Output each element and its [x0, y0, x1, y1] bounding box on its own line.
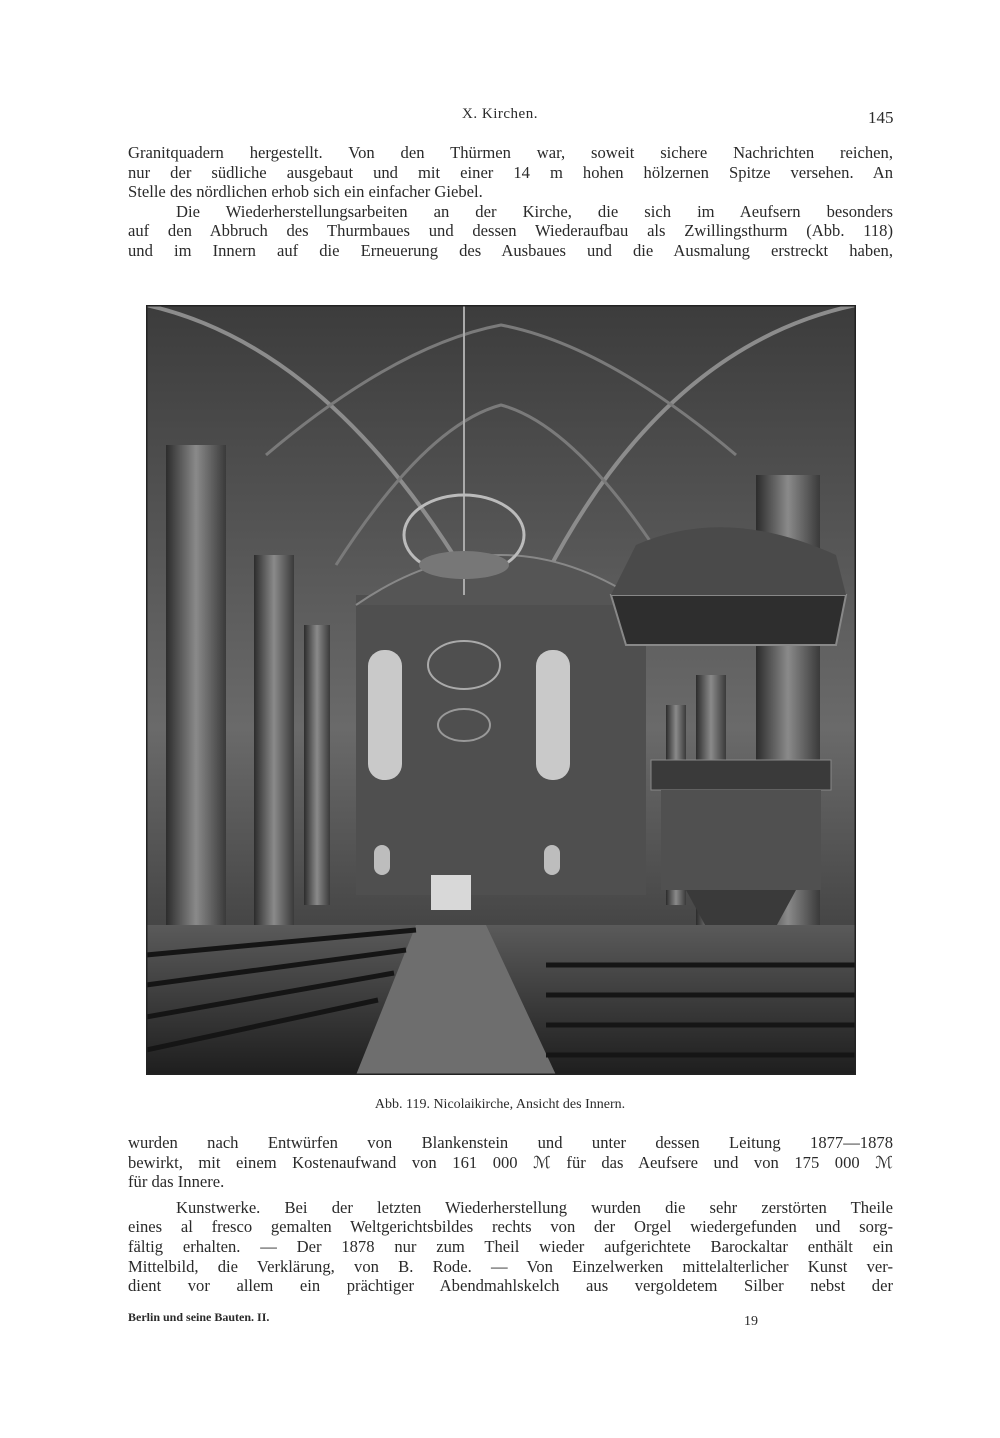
text-line: Stelle des nördlichen erhob sich ein einfacher Giebel. [128, 182, 483, 202]
page-number: 145 [868, 108, 894, 127]
footer-publication: Berlin und seine Bauten. II. [128, 1310, 270, 1324]
top-text-block [128, 143, 893, 261]
paragraph-granitquadern [128, 143, 893, 202]
text-line: Die Wiederherstellungsarbeiten an der Kirche, die sich im Aeufsern besonders [176, 201, 893, 221]
paragraph-kunstwerke [128, 1198, 893, 1296]
bottom-text-block [128, 1133, 893, 1296]
figure-caption: Abb. 119. Nicolaikirche, Ansicht des Innern. [374, 1097, 626, 1112]
text-line: nur der südliche ausgebaut und mit einer 14 m hohen hölzernen Spitze versehen. An [128, 162, 893, 182]
text-line: eines al fresco gemalten Weltgerichtsbildes rechts von der Orgel wiedergefunden und sorg- [128, 1217, 893, 1237]
text-line: Kunstwerke. Bei der letzten Wiederherstellung wurden die sehr zerstörten Theile [176, 1197, 893, 1217]
paragraph-wiederherstellung [128, 202, 893, 261]
running-header: X. Kirchen. [462, 106, 538, 122]
text-line: bewirkt, mit einem Kostenaufwand von 161 000 ℳ für das Aeufsere und von 175 000 ℳ [128, 1152, 893, 1172]
signature-mark: 19 [744, 1314, 758, 1329]
church-interior-photo [146, 305, 856, 1075]
text-line: auf den Abbruch des Thurmbaues und dessen Wiederaufbau als Zwillingsthurm (Abb. 118) [128, 221, 893, 241]
text-line: dient vor allem ein prächtiger Abendmahlskelch aus vergoldetem Silber nebst der [128, 1276, 893, 1296]
text-line: Mittelbild, die Verklärung, von B. Rode. — Von Einzelwerken mittelalterlicher Kunst ver- [128, 1256, 893, 1276]
paragraph-entwuerfe [128, 1133, 893, 1192]
text-line: für das Innere. [128, 1172, 225, 1192]
text-line: fältig erhalten. — Der 1878 nur zum Theil wieder aufgerichtete Barockaltar enthält ein [128, 1236, 893, 1256]
text-line: wurden nach Entwürfen von Blankenstein und unter dessen Leitung 1877—1878 [128, 1133, 893, 1152]
text-line: und im Innern auf die Erneuerung des Ausbaues und die Ausmalung erstreckt haben, [128, 240, 893, 260]
text-line: Granitquadern hergestellt. Von den Thürmen war, soweit sichere Nachrichten reichen, [128, 143, 893, 162]
